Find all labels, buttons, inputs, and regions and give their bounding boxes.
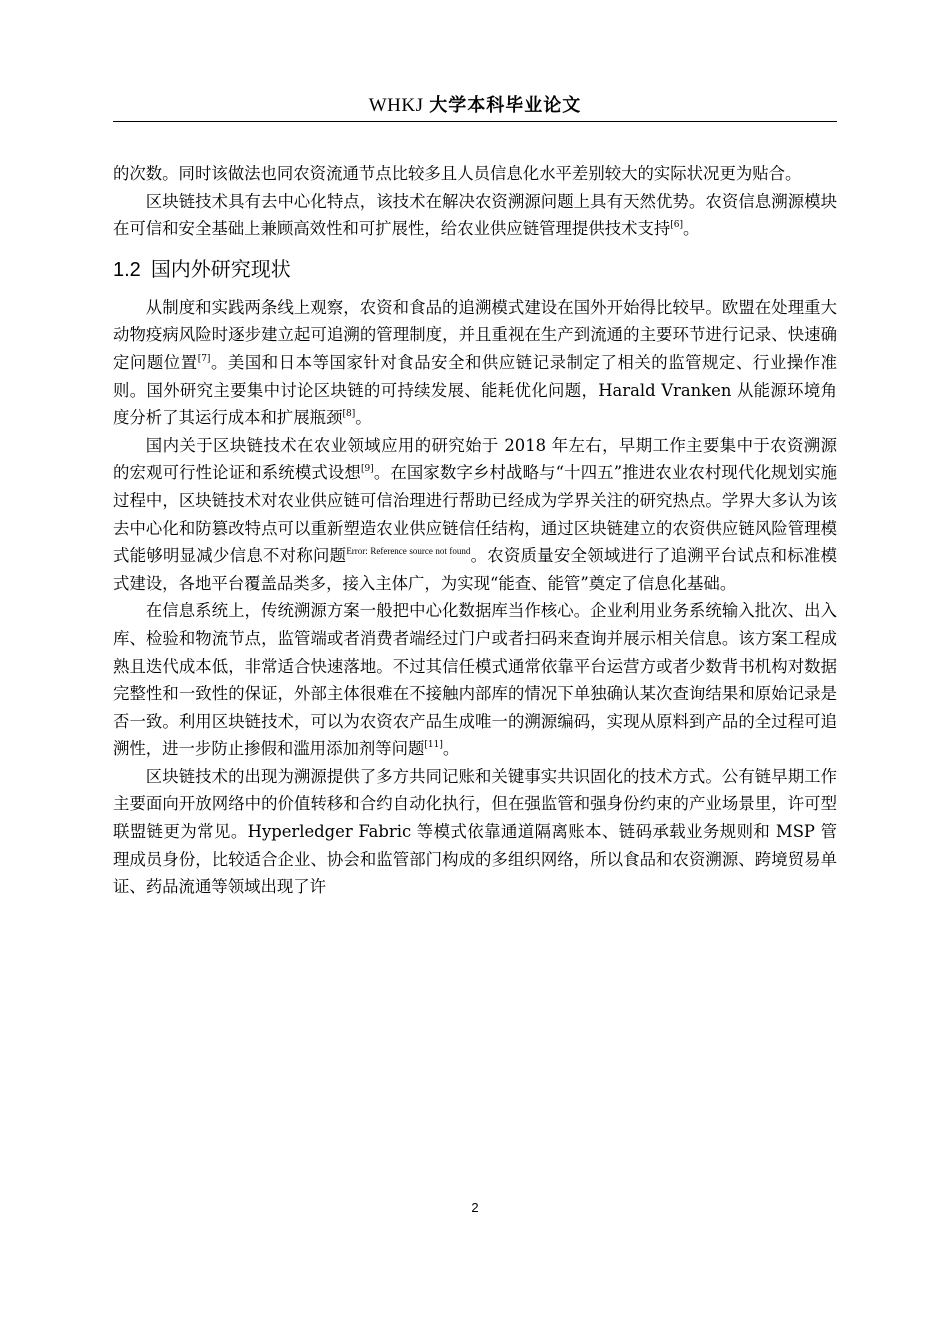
section-heading bbox=[113, 255, 837, 284]
header-title-latin: WHKJ bbox=[368, 95, 424, 116]
paragraph bbox=[113, 763, 837, 901]
paragraph bbox=[113, 432, 837, 598]
paragraph-text: 国内关于区块链技术在农业领域应用的研究始于 2018 年左右，早期工作主要集中于农资溯源的宏观可行性论证和系统模式设想 bbox=[113, 435, 837, 483]
paragraph-continued bbox=[113, 160, 837, 188]
paragraph-text: 。 bbox=[355, 408, 372, 428]
page-number: 2 bbox=[471, 1200, 479, 1215]
paragraph-text: 从制度和实践两条线上观察，农资和食品的追溯模式建设在国外开始得比较早。欧盟在处理重大动物疫病风险时逐步建立起可追溯的管理制度，并且重视在生产到流通的主要环节进行记录、快速确定问题位置 bbox=[113, 297, 837, 372]
paragraph-text: 。农资质量安全领域进行了追溯平台试点和标准模式建设，各地平台覆盖品类多，接入主体广，为实现“能查、能管”奠定了信息化基础。 bbox=[113, 546, 837, 593]
page-header bbox=[113, 93, 837, 122]
citation-error: Error: Reference source not found bbox=[346, 546, 471, 557]
section-title: 国内外研究现状 bbox=[150, 256, 291, 281]
citation: [9] bbox=[360, 464, 374, 475]
paragraph-text: 。美国和日本等国家针对食品安全和供应链记录制定了相关的监管规定、行业操作准则。国外研究主要集中讨论区块链的可持续发展、能耗优化问题，Harald Vranken 从能源环境角度分析了其运行成本和扩展瓶颈 bbox=[113, 352, 838, 428]
paragraph bbox=[113, 597, 837, 763]
paragraph bbox=[113, 294, 837, 432]
header-title-cn: 大学本科毕业论文 bbox=[429, 95, 582, 116]
paragraph-text: 。在国家数字乡村战略与“十四五”推进农业农村现代化规划实施过程中，区块链技术对农业供应链可信治理进行帮助已经成为学界关注的研究热点。学界大多认为该去中心化和防篡改特点可以重新塑造农业供应链信任结构，通过区块链建立的农资供应链风险管理模式能够明显减少信息不对称问题 bbox=[113, 463, 837, 566]
paragraph bbox=[113, 188, 837, 243]
citation: [11] bbox=[424, 740, 443, 751]
citation: [8] bbox=[342, 409, 356, 420]
document-body bbox=[113, 160, 837, 901]
section-number: 1.2 bbox=[113, 258, 141, 281]
paragraph-text: 在信息系统上，传统溯源方案一般把中心化数据库当作核心。企业利用业务系统输入批次、出入库、检验和物流节点，监管端或者消费者端经过门户或者扫码来查询并展示相关信息。该方案工程成熟且迭代成本低，非常适合快速落地。不过其信任模式通常依靠平台运营方或者少数背书机构对数据完整性和一致性的保证，外部主体很难在不接触内部库的情况下单独确认某次查询结果和原始记录是否一致。利用区块链技术，可以为农资农产品生成唯一的溯源编码，实现从原料到产品的全过程可追溯性，进一步防止掺假和滥用添加剂等问题 bbox=[113, 601, 837, 759]
paragraph-text: 。 bbox=[683, 219, 700, 239]
paragraph-text: 的次数。同时该做法也同农资流通节点比较多且人员信息化水平差别较大的实际状况更为贴合。 bbox=[113, 164, 802, 183]
citation: [6] bbox=[670, 220, 684, 231]
citation: [7] bbox=[197, 353, 211, 364]
paragraph-text: 区块链技术的出现为溯源提供了多方共同记账和关键事实共识固化的技术方式。公有链早期工作主要面向开放网络中的价值转移和合约自动化执行，但在强监管和强身份约束的产业场景里，许可型联盟链更为常见。Hyperledger Fabric 等模式依靠通道隔离账本、链码承载业务规则和 MSP 管理成员身份，比较适合企业、协会和监管部门构成的多组织网络，所以食品和农资溯源、跨境贸易单证、药品流通等领域出现了许 bbox=[113, 766, 837, 897]
paragraph-text: 区块链技术具有去中心化特点，该技术在解决农资溯源问题上具有天然优势。农资信息溯源模块在可信和安全基础上兼顾高效性和可扩展性，给农业供应链管理提供技术支持 bbox=[113, 191, 837, 239]
paragraph-text: 。 bbox=[442, 739, 460, 759]
